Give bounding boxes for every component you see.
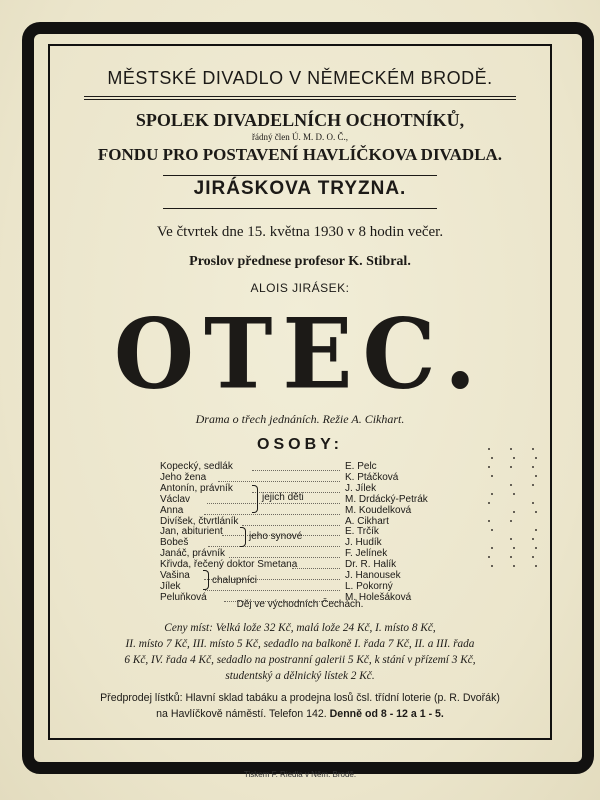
group-sons: jeho synové xyxy=(249,531,303,542)
theatre-name: MĚSTSKÉ DIVADLO V NĚMECKÉM BRODĚ. xyxy=(107,68,493,88)
cast-role: Jeho žena xyxy=(160,471,207,483)
cast-role: Janáč, právník xyxy=(160,548,226,560)
leader-dots xyxy=(292,568,340,569)
perforation-dot xyxy=(510,556,512,558)
leader-dots xyxy=(229,557,340,558)
presale-place: na Havlíčkově náměstí. Telefon 142. xyxy=(156,708,327,720)
perforation-dot xyxy=(532,448,534,450)
perforation-dot xyxy=(532,502,534,504)
cast-actor: E. Pelc xyxy=(345,461,377,472)
brace-children xyxy=(252,485,258,513)
cast-role: Vašina xyxy=(160,570,190,581)
perforation-dot xyxy=(532,484,534,486)
price-line: 6 Kč, IV. řada 4 Kč, sedadlo na postranní galerii 5 Kč, k stání v přízemí 3 Kč, xyxy=(124,654,476,666)
perforation-dot xyxy=(535,547,537,549)
group-children: jejich děti xyxy=(262,492,304,503)
speech-line: Proslov přednese profesor K. Stibral. xyxy=(189,254,411,269)
perforation-dot xyxy=(513,457,515,459)
price-line: II. místo 7 Kč, III. místo 5 Kč, sedadlo na balkoně I. řada 7 Kč, II. a III. řada xyxy=(125,638,475,650)
perforation-dot xyxy=(535,457,537,459)
membership-note: řádný člen Ú. M. D. O. Č., xyxy=(252,132,348,142)
fund-name: FONDU PRO POSTAVENÍ HAVLÍČKOVA DIVADLA. xyxy=(97,145,503,164)
perforation-dot xyxy=(513,511,515,513)
ticket-prices xyxy=(60,620,540,684)
play-subtitle: Drama o třech jednáních. Režie A. Cikhart. xyxy=(195,412,405,426)
cast-role: Václav xyxy=(160,493,191,505)
perforation-dot xyxy=(510,466,512,468)
cast-actor: K. Ptáčková xyxy=(345,471,399,483)
printer-imprint: Tiskem F. Riedla v Něm. Brodě. xyxy=(243,770,357,779)
perforation-dot xyxy=(488,556,490,558)
leader-dots xyxy=(204,514,340,515)
cast-actor: J. Hanousek xyxy=(345,570,401,581)
perforation-dot xyxy=(532,466,534,468)
perforation-dot xyxy=(510,520,512,522)
perforation-dot xyxy=(488,502,490,504)
cast-actor: J. Hudík xyxy=(345,537,382,549)
date-line: Ve čtvrtek dne 15. května 1930 v 8 hodin večer. xyxy=(156,224,444,240)
divider-top xyxy=(84,96,516,97)
presale-line xyxy=(60,706,540,722)
perforation-dot xyxy=(491,529,493,531)
perforation-dot xyxy=(513,565,515,567)
perforation-dot xyxy=(488,466,490,468)
leader-dots xyxy=(205,590,340,591)
divider-top-2 xyxy=(84,99,516,100)
price-line: Ceny míst: Velká lože 32 Kč, malá lože 24 Kč, I. místo 8 Kč, xyxy=(164,622,436,634)
cast-role: Antonín, právník xyxy=(160,482,233,494)
perforation-dot xyxy=(510,448,512,450)
cast-actor: E. Trčík xyxy=(345,526,379,538)
perforation-dot xyxy=(532,538,534,540)
cast-actor: M. Koudelková xyxy=(345,504,412,516)
event-rule-top xyxy=(163,175,437,176)
cast-role: Bobeš xyxy=(160,537,189,549)
perforation-stamp xyxy=(480,444,550,574)
perforation-dot xyxy=(535,529,537,531)
perforation-dot xyxy=(510,484,512,486)
leader-dots xyxy=(208,546,340,547)
perforation-dot xyxy=(535,511,537,513)
brace-cottagers xyxy=(203,570,209,590)
perforation-dot xyxy=(488,520,490,522)
play-title: OTEC. xyxy=(113,297,487,411)
perforation-dot xyxy=(513,547,515,549)
perforation-dot xyxy=(491,547,493,549)
cast-role: Kopecký, sedlák xyxy=(160,461,233,472)
setting-line: Děj ve východních Čechách. xyxy=(236,599,364,610)
perforation-dot xyxy=(532,556,534,558)
cast-actor: A. Cikhart xyxy=(345,515,389,527)
presale-hours: Denně od 8 - 12 a 1 - 5. xyxy=(329,708,444,720)
perforation-dot xyxy=(488,448,490,450)
perforation-dot xyxy=(491,475,493,477)
cast-role: Jan, abiturient xyxy=(160,526,223,538)
cast-actor: Dr. R. Halík xyxy=(345,559,397,571)
cast-heading: OSOBY: xyxy=(257,436,343,453)
leader-dots xyxy=(252,470,340,471)
cast-role: Anna xyxy=(160,504,184,516)
perforation-dot xyxy=(491,493,493,495)
cast-role: Jílek xyxy=(160,580,181,592)
cast-role: Divíšek, čtvrtláník xyxy=(160,515,239,527)
perforation-dot xyxy=(491,565,493,567)
perforation-dot xyxy=(491,457,493,459)
leader-dots xyxy=(242,525,340,526)
perforation-dot xyxy=(510,538,512,540)
group-cottagers: chalupníci xyxy=(212,575,258,586)
author-line: ALOIS JIRÁSEK: xyxy=(250,281,350,295)
presale-info xyxy=(60,690,540,722)
brace-sons xyxy=(240,527,246,547)
price-line: studentský a dělnický lístek 2 Kč. xyxy=(225,670,375,682)
presale-line: Předprodej lístků: Hlavní sklad tabáku a prodejna losů čsl. třídní loterie (p. R. Dvořák) xyxy=(100,692,500,704)
cast-actor: M. Holešáková xyxy=(345,591,412,603)
event-rule-bottom xyxy=(163,208,437,209)
cast-actor: F. Jelínek xyxy=(345,548,388,560)
cast-actor: L. Pokorný xyxy=(345,580,393,592)
perforation-dot xyxy=(513,493,515,495)
leader-dots xyxy=(218,481,340,482)
cast-role: Křivda, řečený doktor Smetana xyxy=(160,559,298,571)
society-name: SPOLEK DIVADELNÍCH OCHOTNÍKŮ, xyxy=(135,110,465,130)
cast-actor: J. Jílek xyxy=(345,482,377,494)
event-title: JIRÁSKOVA TRYZNA. xyxy=(193,178,407,199)
perforation-dot xyxy=(535,475,537,477)
cast-role: Peluňková xyxy=(160,591,207,603)
cast-actor: M. Drdácký-Petrák xyxy=(345,493,428,505)
perforation-dot xyxy=(535,565,537,567)
